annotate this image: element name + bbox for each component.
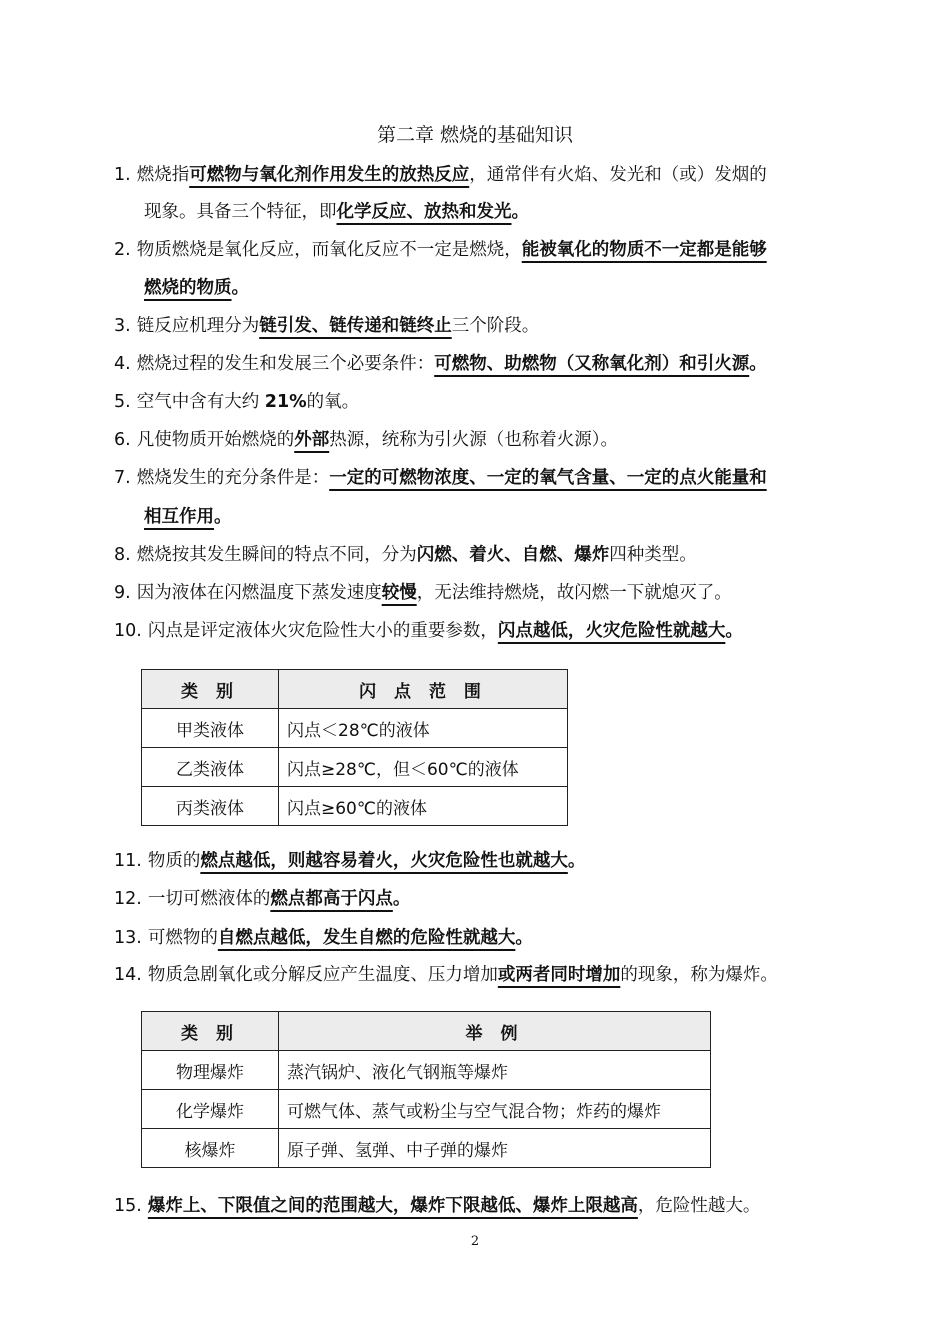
chapter-title: 第二章 燃烧的基础知识 xyxy=(376,124,574,146)
item-line xyxy=(114,238,767,262)
item-number: 9. xyxy=(114,583,131,603)
text-run: 。 xyxy=(231,278,249,298)
key-phrase: 或两者同时增加 xyxy=(497,965,621,985)
key-phrase: 可燃物、助燃物（又称氧化剂）和引火源 xyxy=(434,354,750,374)
text-run: 燃烧指 xyxy=(136,165,190,185)
item-number: 7. xyxy=(114,468,131,488)
text-run: ，无法维持燃烧，故闪燃一下就熄灭了。 xyxy=(416,583,732,603)
table-row xyxy=(142,748,568,787)
item-line xyxy=(144,200,529,224)
text-run: 。 xyxy=(725,621,743,641)
item-line xyxy=(114,428,618,452)
key-phrase: 燃点都高于闪点 xyxy=(270,889,393,909)
text-run: ，危险性越大。 xyxy=(637,1196,761,1216)
page-number: 2 xyxy=(470,1234,480,1249)
item-line xyxy=(114,849,585,873)
flash-point-table xyxy=(141,669,568,826)
table-cell: 甲类液体 xyxy=(142,709,279,748)
key-phrase: 燃烧的物质 xyxy=(144,278,232,298)
item-number: 12. xyxy=(114,889,142,909)
table-row xyxy=(142,709,568,748)
text-run: 。 xyxy=(567,851,586,871)
table-header: 闪 点 范 围 xyxy=(279,670,568,709)
text-run: 燃烧发生的充分条件是： xyxy=(136,468,330,488)
item-line xyxy=(114,314,539,338)
text-run: 可燃物的 xyxy=(147,928,218,948)
item-line xyxy=(114,963,778,987)
text-run: 燃烧过程的发生和发展三个必要条件： xyxy=(136,354,435,374)
table-header: 举 例 xyxy=(279,1012,711,1051)
item-line xyxy=(114,390,359,414)
text-run: 凡使物质开始燃烧的 xyxy=(136,430,295,450)
item-number: 5. xyxy=(114,392,131,412)
item-line xyxy=(114,352,767,376)
table-row xyxy=(142,1051,711,1090)
key-phrase: 燃点越低，则越容易着火，火灾危险性也就越大 xyxy=(200,851,568,871)
key-phrase: 能被氧化的物质不一定都是能够 xyxy=(521,240,767,260)
table-cell: 闪点≥60℃的液体 xyxy=(279,787,568,826)
table-header: 类 别 xyxy=(142,670,279,709)
text-run: 因为液体在闪燃温度下蒸发速度 xyxy=(136,583,382,603)
table-cell: 原子弹、氢弹、中子弹的爆炸 xyxy=(279,1129,711,1168)
item-number: 4. xyxy=(114,354,131,374)
text-run: 21% xyxy=(264,392,307,412)
text-run: 的现象，称为爆炸。 xyxy=(620,965,778,985)
table-row xyxy=(142,1129,711,1168)
table-cell: 丙类液体 xyxy=(142,787,279,826)
key-phrase: 外部 xyxy=(294,430,330,450)
text-run: 闪燃、着火、自燃、爆炸 xyxy=(416,545,610,565)
item-number: 3. xyxy=(114,316,131,336)
key-phrase: 链引发、链传递和链终止 xyxy=(259,316,452,336)
item-number: 8. xyxy=(114,545,131,565)
item-number: 15. xyxy=(114,1196,142,1216)
item-line xyxy=(114,163,767,187)
item-line xyxy=(114,619,743,643)
table-cell: 物理爆炸 xyxy=(142,1051,279,1090)
item-number: 2. xyxy=(114,240,131,260)
item-number: 14. xyxy=(114,965,142,985)
key-phrase: 爆炸上、下限值之间的范围越大，爆炸下限越低、爆炸上限越高 xyxy=(147,1196,638,1216)
item-line xyxy=(114,926,533,950)
key-phrase: 化学反应、放热和发光 xyxy=(336,202,512,222)
key-phrase: 较慢 xyxy=(381,583,417,603)
text-run: 的氧。 xyxy=(306,392,360,412)
item-number: 1. xyxy=(114,165,131,185)
key-phrase: 自燃点越低，发生自燃的危险性就越大 xyxy=(217,928,516,948)
text-run: 。 xyxy=(214,507,232,527)
text-run: 。 xyxy=(392,889,411,909)
table-header: 类 别 xyxy=(142,1012,279,1051)
table-row xyxy=(142,787,568,826)
text-run: ，通常伴有火焰、发光和（或）发烟的 xyxy=(469,165,767,185)
key-phrase: 相互作用 xyxy=(144,507,214,527)
table-cell: 闪点＜28℃的液体 xyxy=(279,709,568,748)
text-run: 现象。具备三个特征，即 xyxy=(144,202,337,222)
text-run: 链反应机理分为 xyxy=(136,316,260,336)
text-run: 四种类型。 xyxy=(609,545,697,565)
text-run: 物质的 xyxy=(147,851,201,871)
item-line xyxy=(114,466,767,490)
text-run: 闪点是评定液体火灾危险性大小的重要参数， xyxy=(147,621,498,641)
table-cell: 闪点≥28℃，但＜60℃的液体 xyxy=(279,748,568,787)
item-line xyxy=(114,887,410,911)
text-run: 燃烧按其发生瞬间的特点不同，分为 xyxy=(136,545,417,565)
item-line xyxy=(144,505,232,529)
table-cell: 核爆炸 xyxy=(142,1129,279,1168)
table-cell: 蒸汽锅炉、液化气钢瓶等爆炸 xyxy=(279,1051,711,1090)
item-number: 10. xyxy=(114,621,142,641)
text-run: 物质燃烧是氧化反应，而氧化反应不一定是燃烧， xyxy=(136,240,522,260)
explosion-table xyxy=(141,1011,711,1168)
item-line xyxy=(114,543,697,567)
text-run: 物质急剧氧化或分解反应产生温度、压力增加 xyxy=(147,965,498,985)
table-row xyxy=(142,1090,711,1129)
item-number: 11. xyxy=(114,851,142,871)
text-run: 热源，统称为引火源（也称着火源）。 xyxy=(329,430,618,450)
item-number: 6. xyxy=(114,430,131,450)
key-phrase: 闪点越低，火灾危险性就越大 xyxy=(497,621,726,641)
item-line xyxy=(144,276,249,300)
text-run: 一切可燃液体的 xyxy=(147,889,271,909)
table-cell: 化学爆炸 xyxy=(142,1090,279,1129)
item-line xyxy=(114,581,732,605)
item-number: 13. xyxy=(114,928,142,948)
text-run: 。 xyxy=(515,928,533,948)
text-run: 。 xyxy=(749,354,767,374)
key-phrase: 一定的可燃物浓度、一定的氧气含量、一定的点火能量和 xyxy=(329,468,767,488)
key-phrase: 可燃物与氧化剂作用发生的放热反应 xyxy=(189,165,470,185)
table-cell: 可燃气体、蒸气或粉尘与空气混合物；炸药的爆炸 xyxy=(279,1090,711,1129)
text-run: 三个阶段。 xyxy=(451,316,540,336)
text-run: 空气中含有大约 xyxy=(136,392,265,412)
text-run: 。 xyxy=(511,202,529,222)
table-cell: 乙类液体 xyxy=(142,748,279,787)
item-line xyxy=(114,1194,760,1218)
